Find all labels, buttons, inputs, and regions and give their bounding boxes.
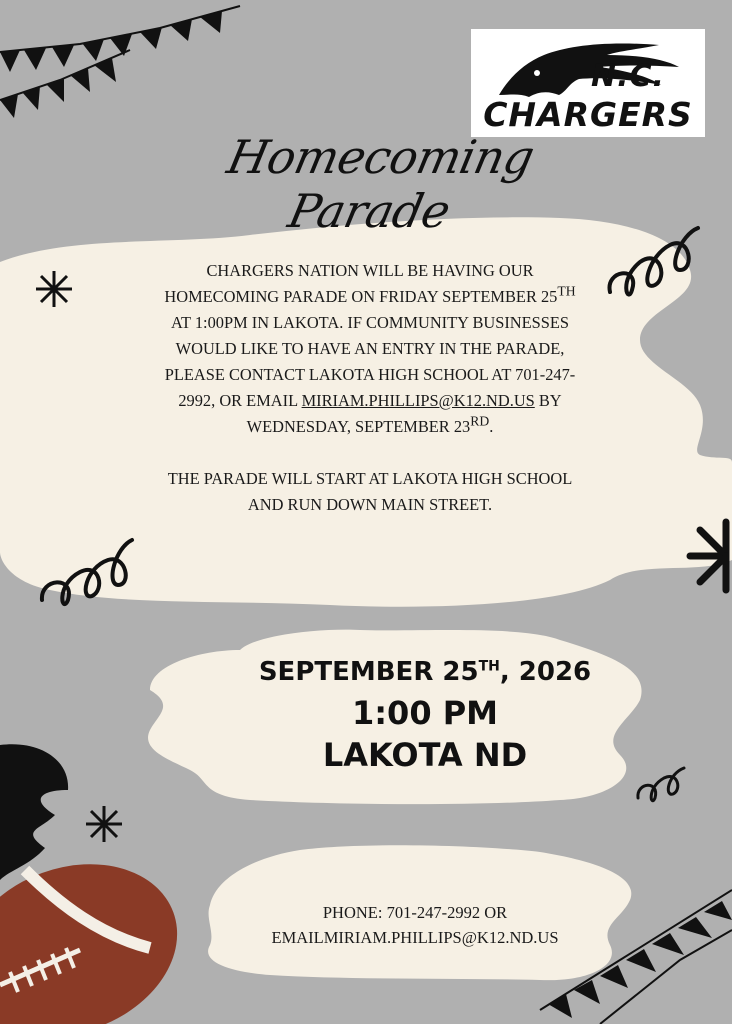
event-date: SEPTEMBER 25TH, 2026 xyxy=(258,657,592,687)
starburst-icon xyxy=(86,806,122,842)
football-image xyxy=(0,835,201,1024)
email-link[interactable]: MIRIAM.PHILLIPS@K12.ND.US xyxy=(301,391,535,410)
announcement-paragraph-2: THE PARADE WILL START AT LAKOTA HIGH SCHOOL AND RUN DOWN MAIN STREET. xyxy=(167,469,573,514)
leaf-shape xyxy=(0,744,68,880)
bunting-flags-low xyxy=(0,58,116,118)
squiggle-icon xyxy=(638,768,684,801)
page-title: Homecoming Parade xyxy=(222,130,539,238)
logo-name: CHARGERS xyxy=(483,95,693,134)
contact-info xyxy=(205,900,625,950)
starburst-icon xyxy=(36,271,72,307)
event-location: LAKOTA ND xyxy=(322,736,528,774)
announcement-paragraph-1: CHARGERS NATION WILL BE HAVING OUR HOMECOMING PARADE ON FRIDAY SEPTEMBER 25TH AT 1:00PM IN LAKOTA. IF COMMUNITY BUSINESSES WOULD LIKE TO HAVE AN ENTRY IN THE PARADE, PLEASE CONTACT LAKOTA HIGH SCHOOL AT 701-247-2992, OR EMAIL MIRIAM.PHILLIPS@K12.ND.US BY WEDNESDAY, SEPTEMBER 23RD. xyxy=(164,261,576,436)
logo-letters: N.C. xyxy=(591,59,665,94)
event-time: 1:00 PM xyxy=(351,694,499,732)
contact-email[interactable]: EMAILMIRIAM.PHILLIPS@K12.ND.US xyxy=(271,928,559,947)
chargers-logo xyxy=(471,29,705,137)
announcement-text xyxy=(160,258,580,518)
contact-phone: PHONE: 701-247-2992 OR xyxy=(322,903,508,922)
event-details xyxy=(230,652,620,776)
